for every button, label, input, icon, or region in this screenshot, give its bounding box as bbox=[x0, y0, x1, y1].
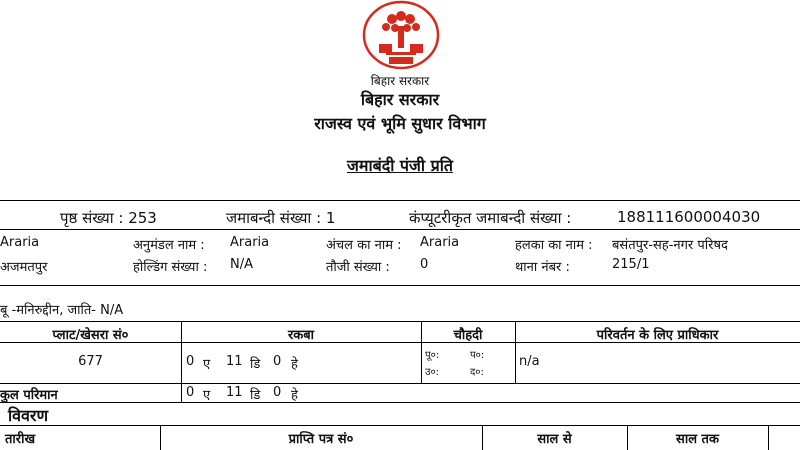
holding-label: होल्डिंग संख्या : bbox=[133, 260, 208, 275]
touzi-value: 0 bbox=[420, 257, 429, 272]
boundary-north: उ०: bbox=[425, 367, 440, 378]
halka-value: बसंतपुर-सह-नगर परिषद bbox=[612, 238, 728, 253]
details-table-top-rule bbox=[0, 425, 800, 426]
computerized-jamabandi-number: 188111600004030 bbox=[617, 208, 761, 226]
date-header: तारीख bbox=[5, 432, 36, 447]
total-decimal-unit: डि bbox=[250, 388, 261, 403]
year-from-header: साल से bbox=[537, 432, 572, 447]
page-title: जमाबंदी पंजी प्रति bbox=[347, 156, 453, 175]
total-area-label: कुल परिमान bbox=[0, 388, 58, 403]
page-number: पृष्ठ संख्या : 253 bbox=[60, 209, 157, 227]
authority-header: परिवर्तन के लिए प्राधिकार bbox=[596, 328, 719, 343]
plot-number: 677 bbox=[78, 354, 103, 369]
authority-value: n/a bbox=[519, 354, 540, 369]
area-hectare-value: 0 bbox=[273, 354, 282, 369]
circle-label: अंचल का नाम : bbox=[326, 238, 402, 253]
boundary-header: चौहदी bbox=[453, 328, 483, 343]
thana-value: 215/1 bbox=[612, 257, 650, 272]
circle-value: Araria bbox=[420, 235, 460, 250]
receipt-number-header: प्राप्ति पत्र सं० bbox=[288, 432, 354, 447]
header-department: राजस्व एवं भूमि सुधार विभाग bbox=[314, 114, 486, 133]
area-hectare-unit: हे bbox=[291, 357, 298, 372]
total-decimal-value: 11 bbox=[226, 385, 243, 400]
details-col-divider-4 bbox=[768, 425, 769, 450]
year-to-header: साल तक bbox=[676, 432, 719, 447]
total-acre-unit: ए bbox=[203, 388, 211, 403]
subdivision-value: Araria bbox=[230, 235, 270, 250]
details-title: विवरण bbox=[8, 406, 49, 425]
plot-table-row-rule bbox=[0, 383, 800, 384]
bihar-emblem-logo bbox=[362, 0, 440, 70]
plot-table-top-rule bbox=[0, 321, 800, 322]
owner-line: बू -मनिरुद्दीन, जाति- N/A bbox=[0, 303, 124, 318]
summary-bottom-rule bbox=[0, 229, 800, 230]
boundary-south: द०: bbox=[470, 367, 484, 378]
total-acre-value: 0 bbox=[186, 385, 195, 400]
plot-table-bottom-rule bbox=[0, 402, 800, 403]
district-value: Araria bbox=[0, 235, 40, 250]
boundary-east: पू०: bbox=[425, 350, 440, 361]
jamabandi-number: जमाबन्दी संख्या : 1 bbox=[226, 209, 336, 227]
plot-header: प्लाट/खेसरा सं० bbox=[52, 328, 129, 343]
thana-label: थाना नंबर : bbox=[515, 260, 570, 275]
holding-value: N/A bbox=[230, 257, 253, 272]
emblem-caption: बिहार सरकार bbox=[370, 74, 430, 88]
boundary-west: प०: bbox=[470, 350, 485, 361]
area-decimal-value: 11 bbox=[226, 354, 243, 369]
subdivision-label: अनुमंडल नाम : bbox=[133, 238, 205, 253]
touzi-label: तौजी संख्या : bbox=[326, 260, 390, 275]
summary-top-rule bbox=[0, 200, 800, 201]
area-header: रकबा bbox=[287, 328, 315, 343]
computerized-jamabandi-label: कंप्यूटरीकृत जमाबन्दी संख्या : bbox=[409, 209, 572, 227]
area-acre-value: 0 bbox=[186, 354, 195, 369]
halka-label: हलका का नाम : bbox=[515, 238, 593, 253]
area-acre-unit: ए bbox=[203, 357, 211, 372]
header-government: बिहार सरकार bbox=[360, 90, 440, 109]
total-hectare-unit: हे bbox=[291, 388, 298, 403]
total-hectare-value: 0 bbox=[273, 385, 282, 400]
info-bottom-rule bbox=[0, 285, 800, 286]
area-decimal-unit: डि bbox=[250, 357, 261, 372]
mauza-value: अजमतपुर bbox=[0, 260, 48, 275]
